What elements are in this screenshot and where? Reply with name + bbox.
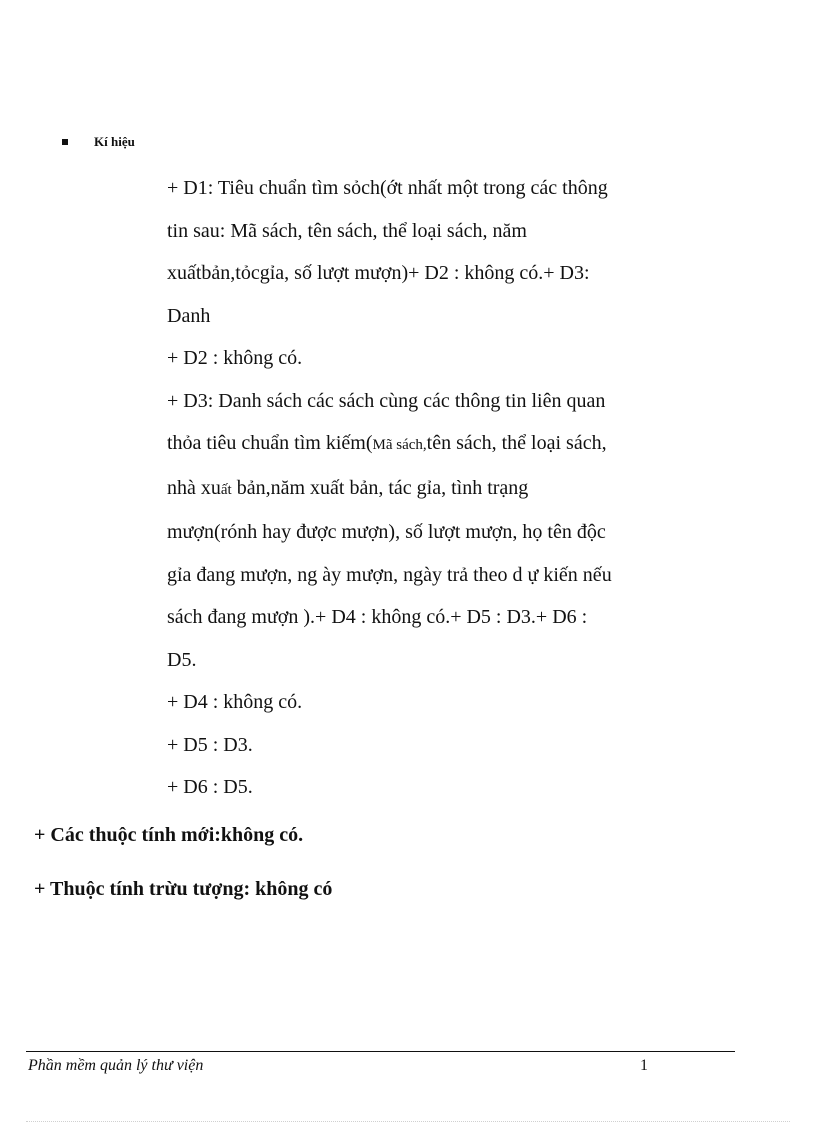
abstract-attributes-line: + Thuộc tính trừu tượng: không có — [34, 878, 333, 900]
new-attributes-line: + Các thuộc tính mới:không có. — [34, 824, 304, 846]
footer-title: Phần mềm quản lý thư viện — [28, 1057, 204, 1074]
text-line: + D5 : D3. — [167, 733, 253, 756]
text-line: gỉa đang mượn, ng ày mượn, ngày trả theo d ự kiến nếu — [167, 563, 612, 586]
text-line: sách đang mượn ).+ D4 : không có.+ D5 : D3.+ D6 : — [167, 606, 588, 628]
page-number: 1 — [640, 1057, 648, 1074]
text-line — [167, 467, 737, 512]
text-line: D5. — [167, 648, 197, 671]
text-line — [167, 422, 737, 467]
text-fragment: nhà xu — [167, 476, 221, 499]
page-bottom-edge — [26, 1121, 790, 1122]
section-heading: Kí hiệu — [94, 134, 135, 149]
text-line: + D2 : không có. — [167, 347, 303, 369]
text-fragment: thỏa tiêu chuẩn tìm kiếm( — [167, 432, 373, 454]
square-bullet-icon — [62, 139, 68, 145]
symbol-definitions — [167, 167, 737, 809]
text-fragment: tên sách, thể loại sách, — [426, 432, 607, 454]
text-fragment: bản,năm xuất bản, tác gỉa, tình trạng — [231, 476, 529, 499]
small-text-fragment: ất — [220, 481, 232, 498]
text-line: + D1: Tiêu chuẩn tìm sỏch(ớt nhất một trong các thông — [167, 177, 608, 199]
text-line: + D3: Danh sách các sách cùng các thông tin liên quan — [167, 389, 606, 412]
text-line: tin sau: Mã sách, tên sách, thể loại sách, năm — [167, 219, 527, 242]
text-line: + D4 : không có. — [167, 691, 303, 713]
text-line: xuấtbản,tỏcgỉa, số lượt mượn)+ D2 : không có.+ D3: — [167, 262, 590, 284]
text-line: Danh — [167, 304, 211, 327]
text-line: + D6 : D5. — [167, 776, 253, 798]
text-line: mượn(rónh hay được mượn), số lượt mượn, họ tên độc — [167, 521, 606, 543]
section-bullet — [62, 134, 135, 150]
footer-divider — [26, 1051, 735, 1052]
small-text-fragment: Mã sách, — [372, 437, 427, 453]
